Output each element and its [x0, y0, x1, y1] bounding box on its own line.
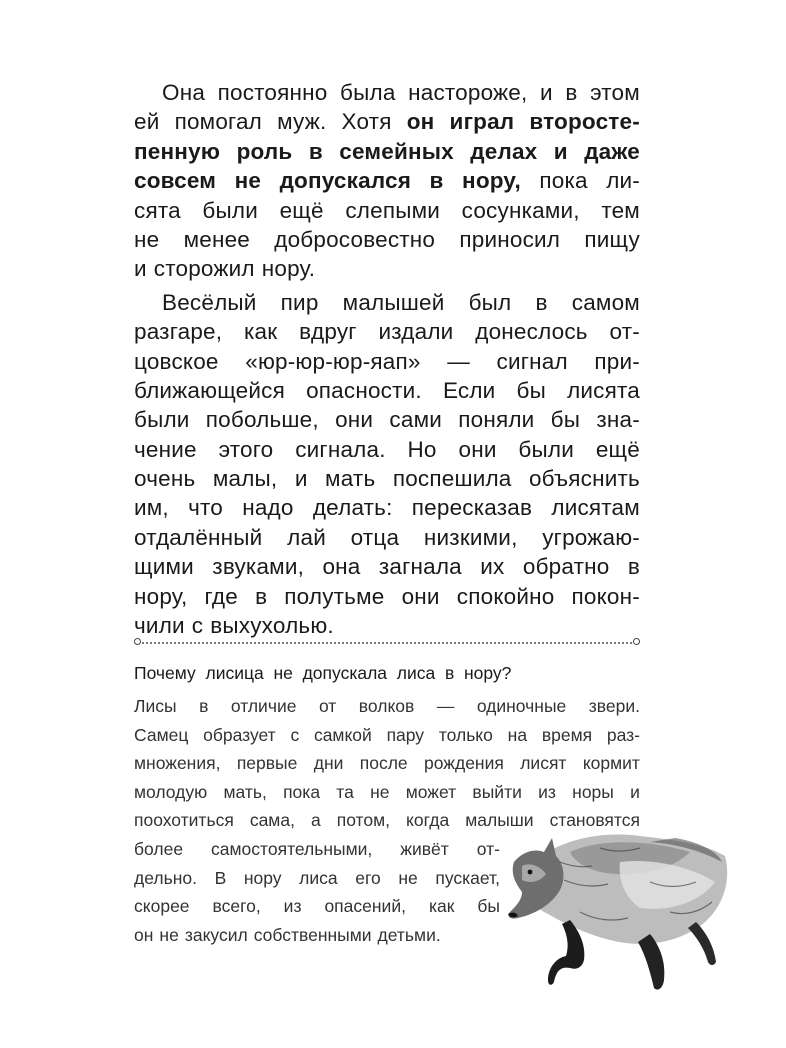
word: самом	[571, 289, 640, 315]
word: пересказав	[411, 495, 533, 521]
word: сигнала.	[295, 436, 386, 462]
word: поняли	[458, 407, 535, 433]
divider-circle-right	[633, 638, 640, 645]
word: Но	[407, 436, 437, 462]
word: детьми.	[377, 924, 441, 945]
word: пускает,	[435, 867, 500, 888]
fox-hind-leg	[638, 934, 664, 990]
word: сигнал	[496, 348, 568, 374]
word: угрожаю-	[542, 524, 640, 550]
word: отличие	[230, 696, 297, 716]
word: он	[406, 109, 435, 135]
word: допускался	[279, 168, 412, 194]
word: становятся	[549, 810, 640, 831]
word: мать,	[223, 781, 267, 802]
word: скорее	[134, 896, 190, 917]
word: были	[518, 436, 574, 462]
text-line	[134, 721, 640, 750]
word: цовское	[134, 348, 219, 374]
section-divider	[134, 637, 640, 649]
word: а	[310, 810, 321, 831]
word: были	[134, 407, 190, 433]
word: с	[191, 613, 204, 639]
word: он	[134, 924, 154, 945]
paragraph-1	[134, 78, 640, 284]
word: Самец	[134, 724, 189, 745]
text-line	[134, 921, 500, 950]
word: после	[359, 753, 408, 774]
word: когда	[406, 810, 450, 831]
word: в	[255, 583, 268, 609]
word: в	[535, 289, 548, 315]
word: не	[398, 867, 418, 888]
word: делать:	[312, 495, 393, 521]
word: всего,	[212, 896, 261, 917]
word: Она	[162, 80, 206, 105]
text-line	[134, 749, 640, 778]
word: пока	[283, 781, 321, 802]
word: при-	[594, 348, 640, 374]
word: в	[627, 554, 640, 580]
word: она	[322, 554, 361, 580]
word: сторожил	[153, 256, 255, 282]
word: не	[234, 168, 262, 194]
word: был	[468, 289, 512, 315]
word: делах	[470, 138, 538, 164]
word: нору.	[261, 256, 316, 282]
word: нору,	[462, 168, 521, 194]
word: не	[370, 781, 390, 802]
word: обратно	[522, 554, 610, 580]
word: от-	[609, 319, 640, 345]
word: первые	[236, 753, 298, 774]
word: более	[134, 838, 184, 859]
word: молодую	[134, 781, 208, 802]
word: бы	[550, 407, 581, 433]
word: Хотя	[341, 109, 392, 135]
word: выхухолью.	[210, 613, 334, 639]
word: объяснить	[528, 466, 640, 492]
word: и	[553, 138, 568, 164]
word: мать	[325, 466, 376, 492]
word: собственными	[253, 924, 372, 945]
word: семейных	[339, 138, 454, 164]
word: второсте-	[529, 109, 640, 135]
main-text	[134, 78, 640, 640]
word: одиночные	[476, 696, 567, 716]
word: вдруг	[299, 319, 357, 345]
word: множения,	[134, 753, 221, 774]
word: «юр-юр-юр-яап»	[245, 348, 421, 374]
word: издали	[378, 319, 454, 345]
word: малыши	[465, 810, 534, 831]
text-line	[134, 166, 640, 195]
word: пир	[280, 289, 319, 315]
word: та	[336, 781, 354, 802]
word: лиса	[299, 867, 338, 888]
word: бы	[477, 896, 500, 917]
word: сосунками,	[461, 197, 580, 223]
word: отдалённый	[134, 524, 263, 550]
word: в	[429, 168, 444, 194]
word: настороже,	[408, 80, 528, 105]
word: Если	[442, 377, 496, 403]
word: может	[405, 781, 457, 802]
word: норы	[572, 781, 614, 802]
word: низкими,	[423, 524, 518, 550]
word: в	[308, 138, 323, 164]
word: опасности.	[306, 377, 422, 403]
text-line	[134, 835, 500, 864]
word: загнала	[378, 554, 462, 580]
word: чили	[134, 613, 185, 639]
word: пару	[386, 724, 425, 745]
word: постоянно	[217, 80, 328, 105]
word: как	[244, 319, 278, 345]
word: этого	[218, 436, 274, 462]
text-line	[134, 254, 640, 283]
word: ли-	[606, 168, 640, 194]
text-line	[134, 493, 640, 522]
word: с	[290, 724, 300, 745]
word: —	[447, 348, 470, 374]
word: от	[318, 696, 337, 716]
word: бы	[516, 377, 546, 403]
word: их	[480, 554, 505, 580]
word: и	[134, 256, 147, 282]
text-line	[134, 464, 640, 493]
word: Лисы	[134, 696, 177, 716]
info-box-title: Почему лисица не допускала лиса в нору?	[134, 663, 512, 683]
word: дни	[313, 753, 344, 774]
text-line	[134, 288, 640, 317]
word: опасений,	[324, 896, 406, 917]
word: и	[294, 466, 308, 492]
word: самостоятельными,	[211, 838, 373, 859]
word: его	[355, 867, 381, 888]
word: донеслось	[475, 319, 588, 345]
word: разгаре,	[134, 319, 223, 345]
word: они	[401, 583, 440, 609]
word: ближающейся	[134, 377, 285, 403]
word: полутьме	[284, 583, 385, 609]
word: закусил	[184, 924, 248, 945]
word: покон-	[571, 583, 640, 609]
word: были	[202, 197, 258, 223]
word: менее	[183, 226, 251, 252]
word: от-	[476, 838, 500, 859]
word: нору,	[134, 583, 188, 609]
word: в	[565, 80, 578, 105]
paragraph-2	[134, 288, 640, 641]
fox-illustration	[500, 822, 740, 1002]
word: очень	[134, 466, 196, 492]
text-line	[134, 107, 640, 136]
text-line	[134, 347, 640, 376]
word: они	[335, 407, 374, 433]
word: помогал	[174, 109, 263, 135]
word: добросовестно	[274, 226, 436, 252]
word: лисята	[567, 377, 640, 403]
word: в	[199, 696, 209, 716]
word: на	[507, 724, 528, 745]
word: потом,	[336, 810, 391, 831]
text-line	[134, 552, 640, 581]
word: слепыми	[345, 197, 441, 223]
text-line	[134, 376, 640, 405]
word: зна-	[596, 407, 640, 433]
word: пенную	[134, 138, 221, 164]
text-line	[134, 435, 640, 464]
text-line	[134, 892, 500, 921]
text-line	[134, 317, 640, 346]
word: пищу	[584, 226, 640, 252]
word: звери.	[588, 696, 640, 716]
divider-circle-left	[134, 638, 141, 645]
word: время	[541, 724, 593, 745]
word: и	[540, 80, 553, 105]
word: побольше,	[205, 407, 319, 433]
word: тем	[601, 197, 640, 223]
word: кормит	[582, 753, 640, 774]
text-line	[134, 137, 640, 166]
word: поохотиться	[134, 810, 234, 831]
word: даже	[584, 138, 640, 164]
word: этом	[590, 80, 640, 105]
word: только	[438, 724, 493, 745]
word: В	[214, 867, 227, 888]
word: волков	[358, 696, 415, 716]
word: раз-	[606, 724, 640, 745]
word: сама,	[249, 810, 295, 831]
word: нору	[243, 867, 282, 888]
word: лисят	[520, 753, 567, 774]
word: совсем	[134, 168, 217, 194]
word: была	[340, 80, 396, 105]
word: чение	[134, 436, 197, 462]
text-line	[134, 692, 640, 721]
word: где	[204, 583, 238, 609]
text-line	[134, 196, 640, 225]
word: ещё	[595, 436, 640, 462]
text-line	[134, 582, 640, 611]
word: пока	[539, 168, 588, 194]
word: —	[436, 696, 455, 716]
text-line	[134, 778, 640, 807]
word: малы,	[212, 466, 278, 492]
word: надо	[242, 495, 294, 521]
word: из	[538, 781, 556, 802]
word: не	[134, 226, 160, 252]
word: лай	[287, 524, 326, 550]
word: приносил	[459, 226, 561, 252]
text-line	[134, 864, 500, 893]
word: поспешила	[392, 466, 512, 492]
text-line	[134, 405, 640, 434]
word: звуками,	[212, 554, 305, 580]
word: отца	[350, 524, 400, 550]
word: им,	[134, 495, 169, 521]
word: рождения	[424, 753, 504, 774]
word: малышей	[342, 289, 445, 315]
text-line	[134, 225, 640, 254]
word: спокойно	[456, 583, 555, 609]
text-line	[134, 523, 640, 552]
word: сята	[134, 197, 181, 223]
text-line	[134, 78, 640, 107]
word: живёт	[400, 838, 449, 859]
divider-dotted-line	[142, 642, 632, 644]
word: что	[188, 495, 223, 521]
word: выйти	[472, 781, 522, 802]
word: щими	[134, 554, 194, 580]
word: ей	[134, 109, 160, 135]
word: играл	[449, 109, 515, 135]
word: ещё	[279, 197, 324, 223]
word: лисятам	[551, 495, 640, 521]
word: как	[428, 896, 455, 917]
word: самкой	[313, 724, 372, 745]
word: роль	[236, 138, 293, 164]
word: образует	[203, 724, 276, 745]
word: сами	[389, 407, 443, 433]
word: из	[283, 896, 302, 917]
word: муж.	[277, 109, 327, 135]
word: и	[630, 781, 640, 802]
fox-front-leg	[548, 920, 584, 985]
word: они	[458, 436, 497, 462]
word: дельно.	[134, 867, 197, 888]
text-line	[134, 611, 640, 640]
word: не	[159, 924, 179, 945]
word: Весёлый	[162, 289, 257, 315]
